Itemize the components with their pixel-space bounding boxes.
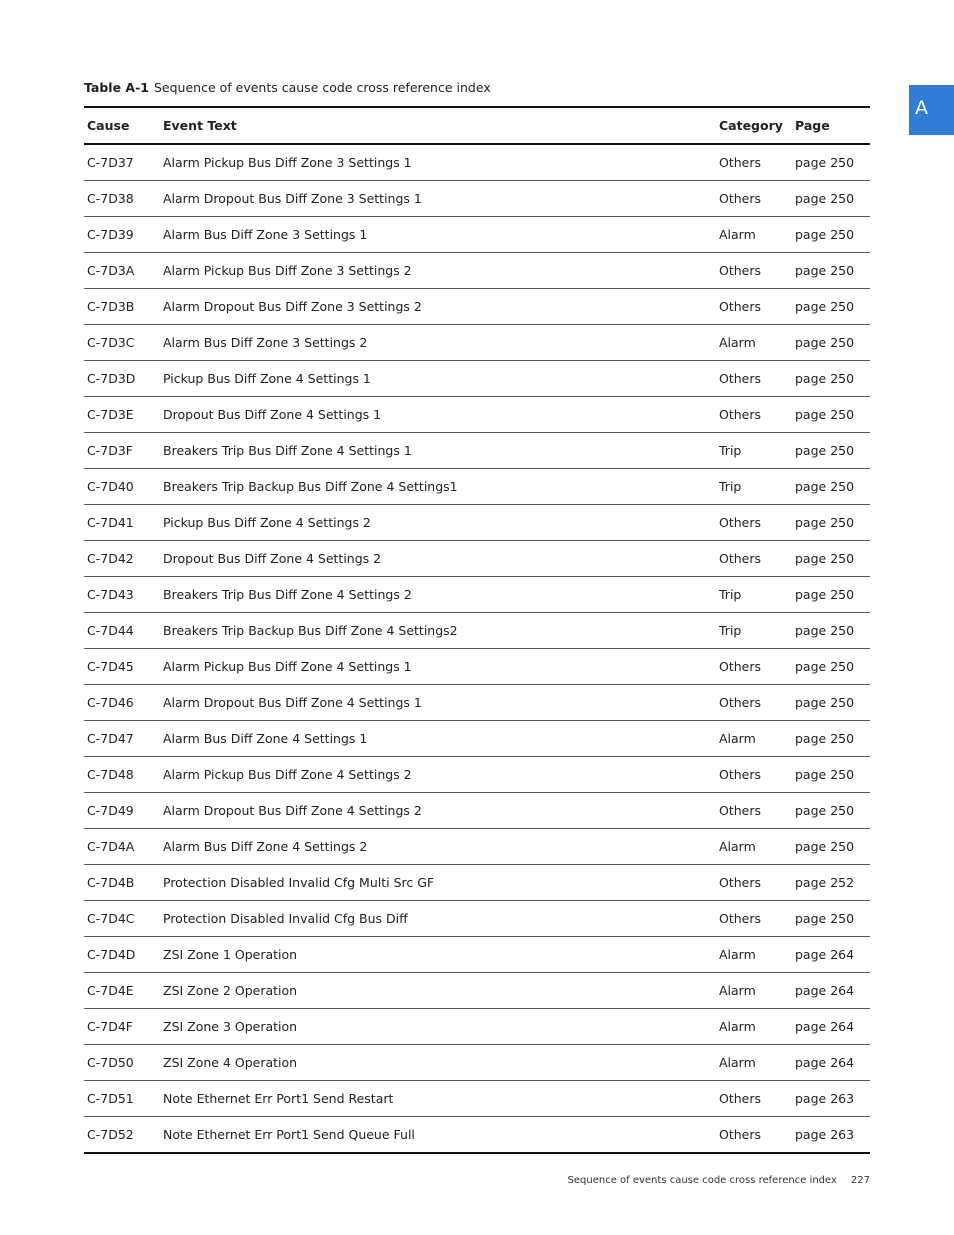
cell-cause: C-7D48: [84, 757, 160, 793]
cell-category: Others: [719, 1127, 762, 1142]
cell-event-text: Alarm Pickup Bus Diff Zone 3 Settings 2: [160, 253, 716, 289]
table-row: [84, 757, 870, 793]
cell-page: page 250: [792, 181, 870, 217]
cell-page: page 250: [792, 289, 870, 325]
table-row: [84, 865, 870, 901]
cell-page: page 250: [792, 325, 870, 361]
cell-category: Others: [716, 793, 792, 829]
table-row: [84, 505, 870, 541]
table-row: [84, 577, 870, 613]
cell-category: Others: [716, 541, 792, 577]
cell-category: Others: [716, 865, 792, 901]
cell-event-text: Dropout Bus Diff Zone 4 Settings 1: [160, 397, 716, 433]
cell-page: page 250: [792, 397, 870, 433]
table-row: [84, 1081, 870, 1117]
cell-cause: C-7D4F: [84, 1009, 160, 1045]
cell-category: Trip: [716, 577, 792, 613]
cell-category: Others: [716, 361, 792, 397]
header-page: Page: [792, 107, 870, 144]
cell-page: page 250: [792, 613, 870, 649]
cell-page: page 264: [792, 1009, 870, 1045]
cell-page: page 264: [792, 973, 870, 1009]
table-caption-text: Sequence of events cause code cross reference index: [153, 80, 491, 95]
table-header-row: [84, 107, 870, 144]
table-row: [84, 721, 870, 757]
section-tab-marker: A: [909, 85, 954, 135]
cell-cause: C-7D4D: [84, 937, 160, 973]
cell-event-text: Pickup Bus Diff Zone 4 Settings 1: [160, 361, 716, 397]
cell-cause: C-7D39: [84, 217, 160, 253]
header-event-text: Event Text: [160, 107, 716, 144]
cell-page: page 250: [792, 757, 870, 793]
table-caption: [84, 80, 491, 95]
cell-category: Others: [716, 505, 792, 541]
cell-event-text: Alarm Bus Diff Zone 4 Settings 2: [160, 829, 716, 865]
cell-category: Alarm: [716, 325, 792, 361]
cell-event-text: Alarm Dropout Bus Diff Zone 4 Settings 2: [160, 793, 716, 829]
cell-page: page 263: [792, 1081, 870, 1117]
table-row: [84, 1045, 870, 1081]
table-row: [84, 793, 870, 829]
table-row: [84, 685, 870, 721]
cell-event-text: ZSI Zone 4 Operation: [160, 1045, 716, 1081]
cell-cause: C-7D3B: [84, 289, 160, 325]
header-cause: Cause: [84, 107, 160, 144]
cell-cause: C-7D41: [84, 505, 160, 541]
cell-event-text: Breakers Trip Backup Bus Diff Zone 4 Settings1: [160, 469, 716, 505]
cell-cause: C-7D4C: [84, 901, 160, 937]
cell-page: page 250: [792, 649, 870, 685]
cell-cause: C-7D3C: [84, 325, 160, 361]
cell-event-text: Alarm Dropout Bus Diff Zone 4 Settings 1: [160, 685, 716, 721]
cell-page: page 250: [792, 253, 870, 289]
cause-code-table: [84, 106, 870, 1154]
cell-event-text: Breakers Trip Backup Bus Diff Zone 4 Settings2: [160, 613, 716, 649]
cell-event-text: Alarm Pickup Bus Diff Zone 4 Settings 1: [160, 649, 716, 685]
cell-page: page 264: [792, 937, 870, 973]
cell-cause: C-7D43: [84, 577, 160, 613]
cell-page: page 250: [792, 829, 870, 865]
cell-page: page 250: [792, 144, 870, 181]
table-row: [84, 1117, 870, 1154]
cell-category: Alarm: [716, 829, 792, 865]
cell-category: Others: [716, 901, 792, 937]
table-row: [84, 433, 870, 469]
cell-event-text: Alarm Pickup Bus Diff Zone 4 Settings 2: [160, 757, 716, 793]
cell-event-text: Protection Disabled Invalid Cfg Bus Diff: [160, 901, 716, 937]
cell-cause: C-7D49: [84, 793, 160, 829]
cell-category: Others: [716, 253, 792, 289]
cell-cause: C-7D3D: [84, 361, 160, 397]
cell-event-text: Dropout Bus Diff Zone 4 Settings 2: [160, 541, 716, 577]
cell-category: Others: [716, 757, 792, 793]
cell-page: page 250: [792, 217, 870, 253]
cell-cause: C-7D4A: [84, 829, 160, 865]
cell-category: Others: [716, 289, 792, 325]
cell-category: Alarm: [716, 937, 792, 973]
table-row: [84, 469, 870, 505]
cell-page: page 250: [792, 541, 870, 577]
cell-cause: C-7D38: [84, 181, 160, 217]
cell-cause: C-7D3A: [84, 253, 160, 289]
cell-event-text: Breakers Trip Bus Diff Zone 4 Settings 2: [160, 577, 716, 613]
cell-category: Alarm: [716, 973, 792, 1009]
cell-cause: C-7D40: [84, 469, 160, 505]
cell-cause: C-7D44: [84, 613, 160, 649]
table-row: [84, 649, 870, 685]
cell-cause: C-7D4B: [84, 865, 160, 901]
cell-cause: C-7D51: [84, 1081, 160, 1117]
cell-category: Alarm: [716, 1009, 792, 1045]
cell-category: Others: [716, 397, 792, 433]
cell-event-text: Alarm Dropout Bus Diff Zone 3 Settings 1: [160, 181, 716, 217]
cell-page: page 250: [792, 685, 870, 721]
cell-event-text: Note Ethernet Err Port1 Send Restart: [160, 1081, 716, 1117]
cell-event-text: ZSI Zone 2 Operation: [160, 973, 716, 1009]
cell-cause: C-7D4E: [84, 973, 160, 1009]
cell-page: page 263: [795, 1127, 855, 1142]
cell-cause: C-7D37: [84, 144, 160, 181]
table-row: [84, 937, 870, 973]
footer-page-number: 227: [850, 1175, 870, 1186]
table-row: [84, 973, 870, 1009]
cell-event-text: Alarm Pickup Bus Diff Zone 3 Settings 1: [160, 144, 716, 181]
cell-category: Others: [716, 144, 792, 181]
cell-cause: C-7D52: [87, 1127, 134, 1142]
cell-page: page 250: [792, 433, 870, 469]
cell-category: Others: [716, 181, 792, 217]
table-row: [84, 1009, 870, 1045]
cell-event-text: Note Ethernet Err Port1 Send Queue Full: [163, 1127, 415, 1142]
cell-event-text: ZSI Zone 3 Operation: [160, 1009, 716, 1045]
footer-title: Sequence of events cause code cross reference index: [567, 1175, 837, 1186]
table-row: [84, 541, 870, 577]
cell-category: Trip: [716, 433, 792, 469]
cell-cause: C-7D47: [84, 721, 160, 757]
cell-page: page 264: [792, 1045, 870, 1081]
table-row: [84, 613, 870, 649]
table-caption-label: Table A-1: [84, 80, 149, 95]
cell-event-text: ZSI Zone 1 Operation: [160, 937, 716, 973]
table-row: [84, 289, 870, 325]
cell-page: page 250: [792, 469, 870, 505]
table-row: [84, 361, 870, 397]
cell-event-text: Protection Disabled Invalid Cfg Multi Src GF: [160, 865, 716, 901]
cell-page: page 250: [792, 361, 870, 397]
cell-event-text: Alarm Bus Diff Zone 3 Settings 1: [160, 217, 716, 253]
cell-cause: C-7D42: [84, 541, 160, 577]
table-row: [84, 217, 870, 253]
table-row: [84, 397, 870, 433]
table-row: [84, 181, 870, 217]
cell-category: Trip: [716, 469, 792, 505]
cell-cause: C-7D3E: [84, 397, 160, 433]
cell-cause: C-7D45: [84, 649, 160, 685]
cell-category: Others: [716, 649, 792, 685]
cell-category: Others: [716, 1081, 792, 1117]
cell-cause: C-7D3F: [84, 433, 160, 469]
cell-category: Alarm: [716, 217, 792, 253]
header-category: Category: [716, 107, 792, 144]
cell-page: page 250: [792, 505, 870, 541]
cell-event-text: Alarm Dropout Bus Diff Zone 3 Settings 2: [160, 289, 716, 325]
cell-page: page 250: [792, 793, 870, 829]
cell-event-text: Alarm Bus Diff Zone 4 Settings 1: [160, 721, 716, 757]
table-row: [84, 829, 870, 865]
cell-event-text: Pickup Bus Diff Zone 4 Settings 2: [160, 505, 716, 541]
cell-event-text: Breakers Trip Bus Diff Zone 4 Settings 1: [160, 433, 716, 469]
table-row: [84, 325, 870, 361]
cell-event-text: Alarm Bus Diff Zone 3 Settings 2: [160, 325, 716, 361]
cell-category: Alarm: [716, 721, 792, 757]
cell-category: Trip: [716, 613, 792, 649]
table-row: [84, 901, 870, 937]
cell-page: page 250: [792, 901, 870, 937]
cell-page: page 252: [792, 865, 870, 901]
cell-page: page 250: [792, 577, 870, 613]
cell-cause: C-7D50: [84, 1045, 160, 1081]
table-body: [84, 144, 870, 1153]
cell-cause: C-7D46: [84, 685, 160, 721]
cell-category: Alarm: [716, 1045, 792, 1081]
page-footer: [568, 1175, 870, 1186]
table-row: [84, 144, 870, 181]
cell-page: page 250: [792, 721, 870, 757]
cell-category: Others: [716, 685, 792, 721]
table-row: [84, 253, 870, 289]
